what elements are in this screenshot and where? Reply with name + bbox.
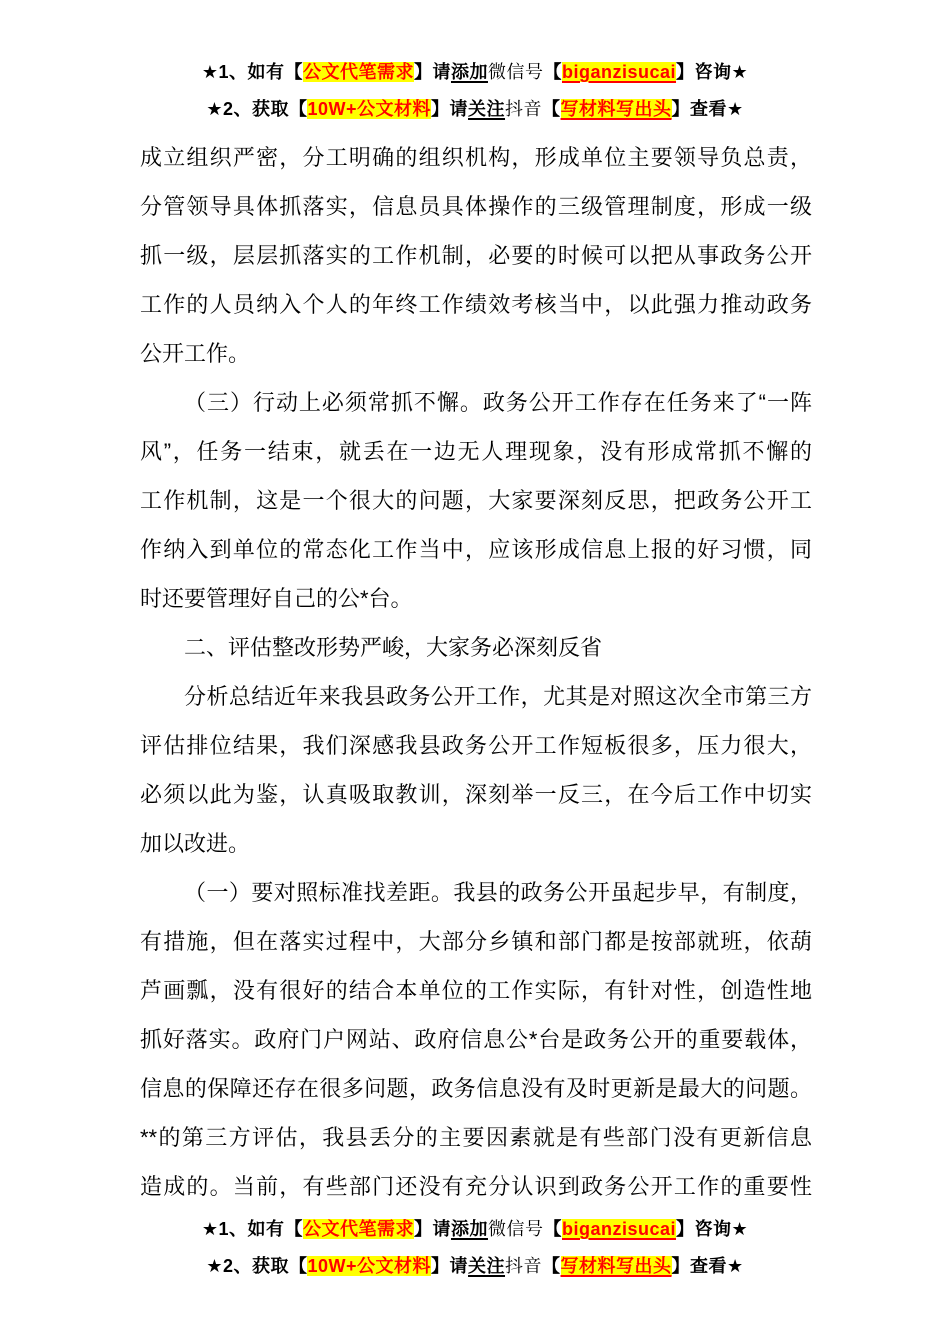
body-text-line: 作纳入到单位的常态化工作当中，应该形成信息上报的好习惯，同 [140, 537, 812, 562]
promo-segment: 公文代笔需求 [302, 62, 414, 82]
promo-header [0, 0, 950, 128]
body-text-line: 时还要管理好自己的公*台。 [140, 586, 413, 611]
body-text-line: 评估排位结果，我们深感我县政务公开工作短板很多，压力很大， [140, 733, 812, 758]
body-text-line: 抓好落实。政府门户网站、政府信息公*台是政务公开的重要载体， [140, 1027, 812, 1052]
promo-segment: 】查看★ [671, 99, 744, 119]
promo-segment: 微信号 [487, 1219, 544, 1239]
promo-segment: 【 [542, 99, 561, 119]
promo-segment: 】请 [413, 1219, 451, 1239]
promo-segment: ★1、如有【 [201, 1219, 303, 1239]
promo-segment: 公文代笔需求 [302, 1219, 414, 1239]
promo-segment: 添加 [450, 1219, 488, 1239]
promo-segment: 10W+公文材料 [307, 99, 432, 119]
promo-segment: biganzisucai [561, 62, 677, 82]
promo-segment: 抖音 [505, 1256, 543, 1276]
promo-header-line-2 [0, 91, 950, 128]
body-text-line: 造成的。当前，有些部门还没有充分认识到政务公开工作的重要性 [140, 1174, 812, 1199]
body-text-line: 必须以此为鉴，认真吸取教训，深刻举一反三，在今后工作中切实 [140, 782, 812, 807]
promo-segment: 】请 [413, 62, 451, 82]
promo-segment: 关注 [468, 1256, 506, 1276]
promo-segment: 【 [543, 62, 562, 82]
promo-footer [0, 1211, 950, 1285]
promo-footer-line-1 [0, 1211, 950, 1248]
body-text-line: 信息的保障还存在很多问题，政务信息没有及时更新是最大的问题。 [140, 1076, 812, 1101]
body-text-line: 公开工作。 [140, 341, 251, 366]
body-text-line: 加以改进。 [140, 831, 251, 856]
promo-segment: ★1、如有【 [201, 62, 303, 82]
promo-segment: 10W+公文材料 [307, 1256, 432, 1276]
promo-segment: 抖音 [505, 99, 543, 119]
promo-segment: 写材料写出头 [560, 1256, 672, 1276]
promo-segment: 微信号 [487, 62, 544, 82]
body-text-line: 芦画瓢，没有很好的结合本单位的工作实际，有针对性，创造性地 [140, 978, 812, 1003]
body-text-line: 工作机制，这是一个很大的问题，大家要深刻反思，把政务公开工 [140, 488, 812, 513]
promo-segment: 】咨询★ [676, 62, 749, 82]
promo-segment: 添加 [450, 62, 488, 82]
body-text-line: 分析总结近年来我县政务公开工作，尤其是对照这次全市第三方 [184, 684, 812, 709]
promo-segment: 关注 [468, 99, 506, 119]
promo-segment: ★2、获取【 [206, 1256, 308, 1276]
promo-segment: 】请 [431, 1256, 469, 1276]
promo-segment: 写材料写出头 [560, 99, 672, 119]
promo-segment: 】咨询★ [676, 1219, 749, 1239]
body-text-line: （三）行动上必须常抓不懈。政务公开工作存在任务来了“一阵 [184, 390, 812, 415]
body-text-line: 有措施，但在落实过程中，大部分乡镇和部门都是按部就班，依葫 [140, 929, 812, 954]
body-text-line: （一）要对照标准找差距。我县的政务公开虽起步早，有制度， [184, 880, 812, 905]
body-text-line: 风”，任务一结束，就丢在一边无人理现象，没有形成常抓不懈的 [140, 439, 812, 464]
body-text-line: 成立组织严密，分工明确的组织机构，形成单位主要领导负总责， [140, 145, 812, 170]
document-body [140, 133, 812, 1211]
body-text-line: 分管领导具体抓落实，信息员具体操作的三级管理制度，形成一级 [140, 194, 812, 219]
body-text-line: **的第三方评估，我县丢分的主要因素就是有些部门没有更新信息 [140, 1125, 812, 1150]
body-text-line: 二、评估整改形势严峻，大家务必深刻反省 [184, 635, 603, 660]
promo-segment: 】查看★ [671, 1256, 744, 1276]
promo-segment: ★2、获取【 [206, 99, 308, 119]
promo-segment: 】请 [431, 99, 469, 119]
promo-footer-line-2 [0, 1248, 950, 1285]
promo-segment: biganzisucai [561, 1219, 677, 1239]
promo-segment: 【 [542, 1256, 561, 1276]
promo-segment: 【 [543, 1219, 562, 1239]
body-text-line: 工作的人员纳入个人的年终工作绩效考核当中，以此强力推动政务 [140, 292, 812, 317]
body-text-line: 抓一级，层层抓落实的工作机制，必要的时候可以把从事政务公开 [140, 243, 812, 268]
promo-header-line-1 [0, 54, 950, 91]
